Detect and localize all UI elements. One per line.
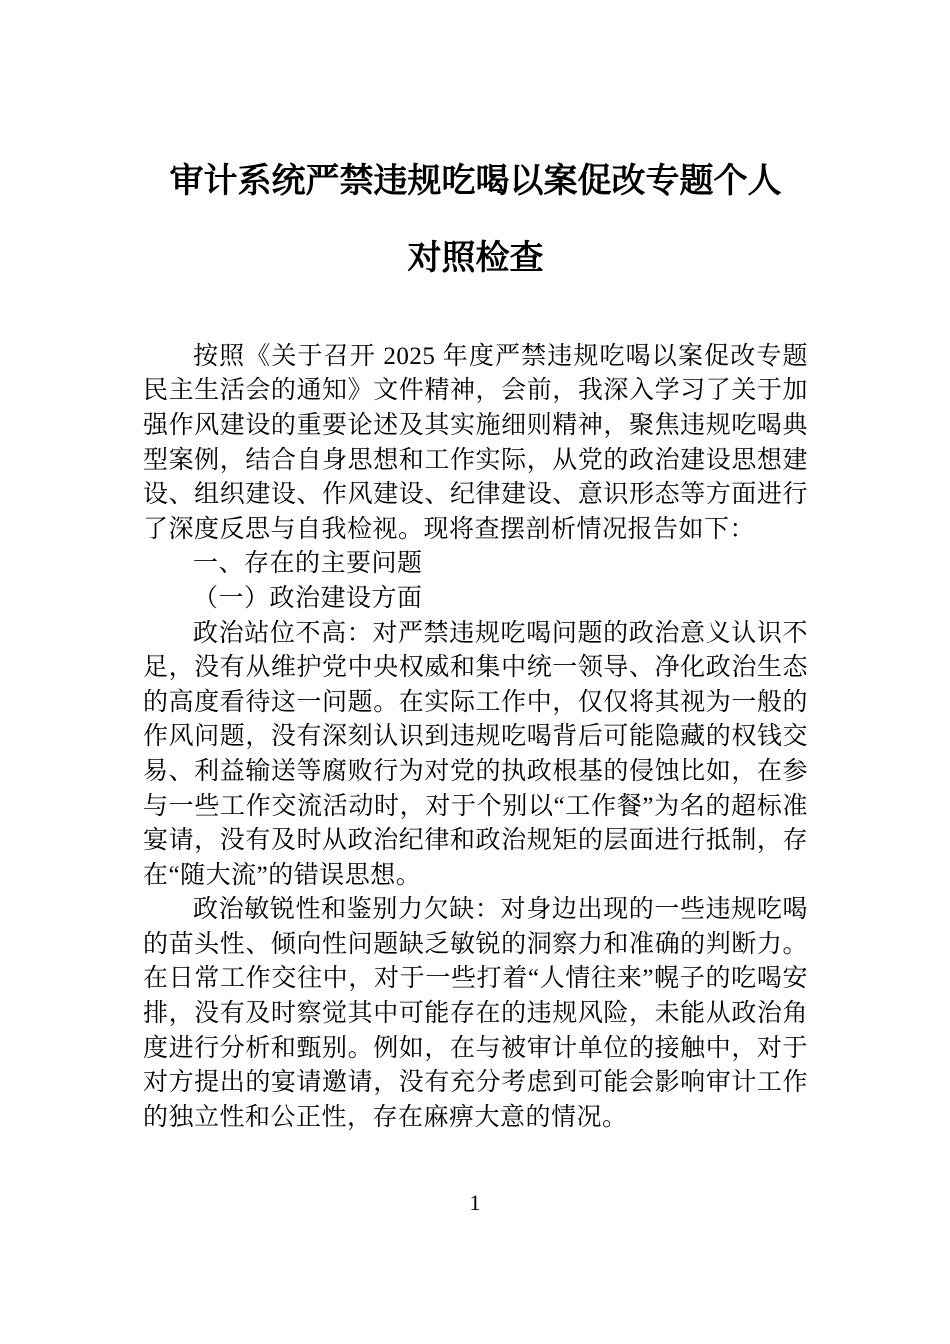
paragraph-political-acuity: 政治敏锐性和鉴别力欠缺：对身边出现的一些违规吃喝的苗头性、倾向性问题缺乏敏锐的洞察力和准确的判断力。在日常工作交往中，对于一些打着“人情往来”幌子的吃喝安排，没有及时察觉其中可能存在的违规风险，未能从政治角度进行分析和甄别。例如，在与被审计单位的接触中，对于对方提出的宴请邀请，没有充分考虑到可能会影响审计工作的独立性和公正性，存在麻痹大意的情况。 — [143, 896, 808, 1131]
section-heading-political-construction: （一）政治建设方面 — [193, 584, 423, 612]
section-heading-main-problems: 一、存在的主要问题 — [193, 550, 423, 578]
page-number: 1 — [469, 1190, 481, 1215]
document-body — [143, 340, 808, 1136]
title-line-2: 对照检查 — [407, 239, 544, 278]
title-line-1: 审计系统严禁违规吃喝以案促改专题个人 — [169, 162, 782, 200]
paragraph-political-stance: 政治站位不高：对严禁违规吃喝问题的政治意义认识不足，没有从维护党中央权威和集中统一领导、净化政治生态的高度看待这一问题。在实际工作中，仅仅将其视为一般的作风问题，没有深刻认识到违规吃喝背后可能隐藏的权钱交易、利益输送等腐败行为对党的执政根基的侵蚀比如，在参与一些工作交流活动时，对于个别以“工作餐”为名的超标准宴请，没有及时从政治纪律和政治规矩的层面进行抵制，存在“随大流”的错误思想。 — [143, 619, 808, 889]
document-title — [143, 163, 808, 278]
intro-paragraph: 按照《关于召开 2025 年度严禁违规吃喝以案促改专题民主生活会的通知》文件精神，会前，我深入学习了关于加强作风建设的重要论述及其实施细则精神，聚焦违规吃喝典型案例，结合自身思想和工作实际，从党的政治建设思想建设、组织建设、作风建设、纪律建设、意识形态等方面进行了深度反思与自我检视。现将查摆剖析情况报告如下： — [143, 342, 808, 543]
